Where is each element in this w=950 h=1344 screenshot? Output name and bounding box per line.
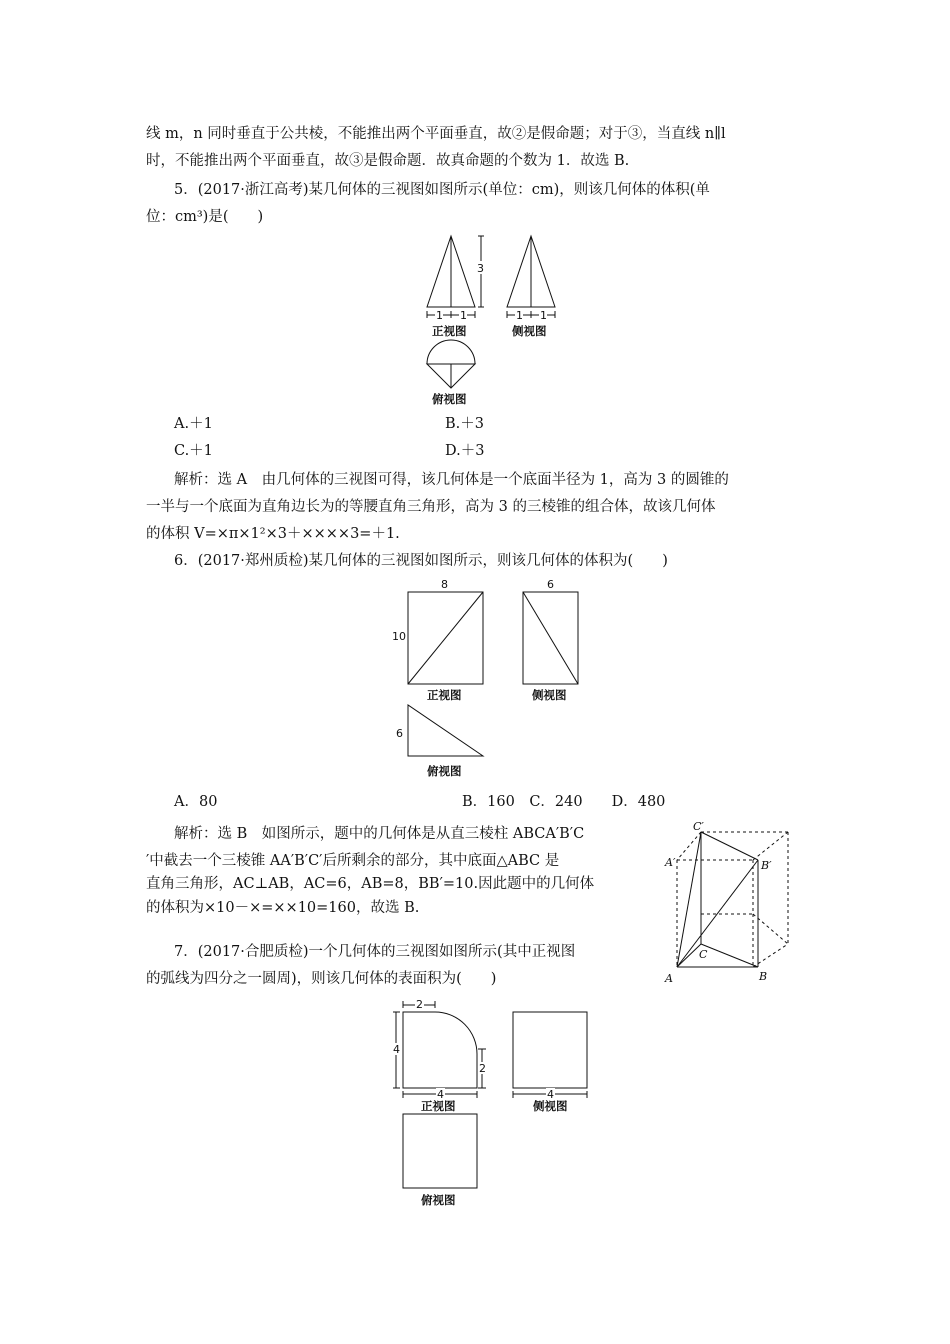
q6-top-view	[408, 705, 483, 756]
q5-solution-line: 的体积 V=×π×1²×3＋××××3=＋1.	[146, 526, 400, 542]
question-6-stem: 6．(2017·郑州质检)某几何体的三视图如图所示，则该几何体的体积为( )	[174, 553, 668, 569]
text-line: 时，不能推出两个平面垂直，故③是假命题．故真命题的个数为 1．故选 B.	[146, 153, 630, 169]
q5-option-c: C.＋1	[174, 443, 213, 459]
q6-top-caption: 俯视图	[427, 764, 462, 778]
q5-option-b: B.＋3	[445, 416, 484, 432]
q5-three-view-figure	[405, 232, 585, 404]
q6-top-height-label: 6	[396, 727, 403, 740]
q6-front-caption: 正视图	[427, 688, 462, 702]
q5-front-view	[427, 236, 484, 318]
q7-side-view	[513, 1012, 587, 1098]
label-b: B	[759, 970, 768, 983]
q7-step-label: 2	[479, 1062, 486, 1075]
q5-option-a: A.＋1	[174, 416, 213, 432]
q7-height-label: 4	[393, 1043, 400, 1056]
q5-solution-line: 一半与一个底面为直角边长为的等腰直角三角形，高为 3 的三棱锥的组合体，故该几何体	[146, 499, 716, 515]
question-5-stem-cont: 位：cm³)是( )	[146, 209, 264, 225]
q7-front-view	[393, 1001, 486, 1098]
label-a-prime: A′	[665, 856, 676, 869]
q5-width-label-2: 1	[460, 309, 467, 322]
q7-top-caption: 俯视图	[421, 1193, 456, 1207]
q6-front-height-label: 10	[392, 630, 406, 643]
label-b-prime: B′	[761, 859, 772, 872]
q5-side-width-label-2: 1	[540, 309, 547, 322]
q7-side-width-label: 4	[547, 1088, 554, 1101]
q6-side-caption: 侧视图	[532, 688, 567, 702]
q7-front-caption: 正视图	[421, 1099, 456, 1113]
q6-side-width-label: 6	[547, 578, 554, 591]
q5-side-view	[507, 236, 555, 318]
q5-side-caption: 侧视图	[512, 324, 547, 338]
q5-top-view	[427, 340, 475, 388]
q6-side-view	[523, 592, 578, 684]
question-7-stem: 7．(2017·合肥质检)一个几何体的三视图如图所示(其中正视图	[174, 944, 576, 960]
q6-solution-line: 直角三角形，AC⊥AB，AC=6，AB=8，BB′=10.因此题中的几何体	[146, 876, 595, 892]
question-7-stem-cont: 的弧线为四分之一圆周)，则该几何体的表面积为( )	[146, 971, 497, 987]
q7-arc-width-label: 2	[416, 998, 423, 1011]
q5-top-caption: 俯视图	[432, 392, 467, 406]
q5-option-d: D.＋3	[445, 443, 485, 459]
text-line: 线 m，n 同时垂直于公共棱，不能推出两个平面垂直，故②是假命题；对于③，当直线 n∥l	[146, 126, 726, 142]
q5-front-caption: 正视图	[432, 324, 467, 338]
q5-solution-line: 解析：选 A 由几何体的三视图可得，该几何体是一个底面半径为 1，高为 3 的圆锥的	[174, 472, 729, 488]
q6-solution-line: 解析：选 B 如图所示，题中的几何体是从直三棱柱 ABCA′B′C	[174, 826, 585, 842]
q6-front-width-label: 8	[441, 578, 448, 591]
q5-width-label-1: 1	[436, 309, 443, 322]
q7-three-view-figure	[390, 996, 600, 1211]
q7-width-label: 4	[437, 1088, 444, 1101]
q6-option-a: A．80	[174, 794, 218, 810]
label-c-prime: C′	[693, 820, 704, 833]
q6-solution-line: 的体积为×10－×=××10=160，故选 B.	[146, 900, 420, 916]
prism-figure	[663, 822, 808, 987]
q6-solution-line: ′中截去一个三棱锥 AA′B′C′后所剩余的部分，其中底面△ABC 是	[146, 853, 560, 869]
q6-options-bcd: B．160 C．240 D．480	[462, 794, 666, 810]
q6-three-view-figure	[390, 577, 590, 782]
label-c: C	[699, 948, 708, 961]
q5-height-label: 3	[477, 262, 484, 275]
q7-side-caption: 侧视图	[533, 1099, 568, 1113]
label-a: A	[665, 972, 673, 985]
q5-side-width-label-1: 1	[516, 309, 523, 322]
q6-front-view	[408, 592, 483, 684]
q7-top-view	[403, 1114, 477, 1188]
question-5-stem: 5．(2017·浙江高考)某几何体的三视图如图所示(单位：cm)，则该几何体的体积(单	[174, 182, 710, 198]
